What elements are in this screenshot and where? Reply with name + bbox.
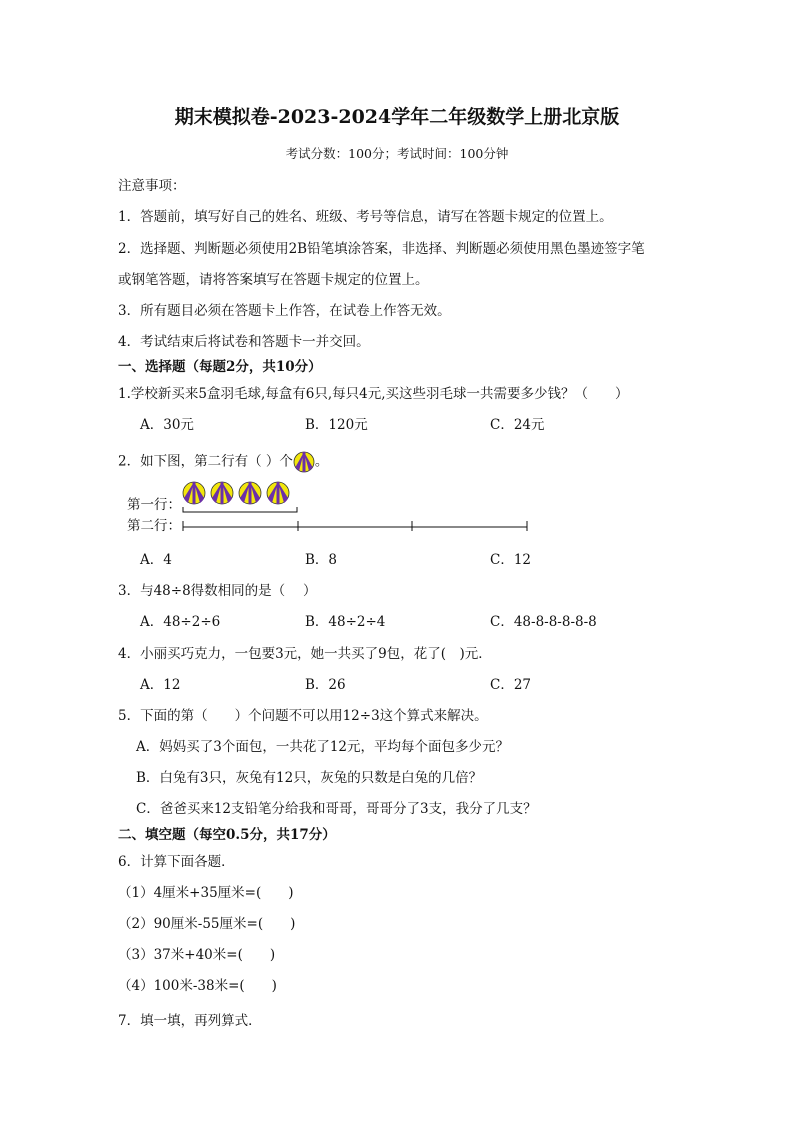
ball-icon <box>293 451 315 473</box>
option-c: C．27 <box>490 677 532 693</box>
page-title: 期末模拟卷-2023-2024学年二年级数学上册北京版 <box>174 106 620 128</box>
question-6-item: （2）90厘米-55厘米=( ) <box>118 916 296 932</box>
note-item: 或钢笔答题，请将答案填写在答题卡规定的位置上。 <box>118 272 429 288</box>
ball-icon <box>211 482 233 504</box>
section-heading-fill: 二、填空题（每空0.5分，共17分） <box>118 827 336 843</box>
exam-info: 考试分数：100分；考试时间：100分钟 <box>285 146 509 161</box>
question-6: 6．计算下面各题． <box>118 854 235 870</box>
question-3: 3．与48÷8得数相同的是（ ） <box>118 583 317 599</box>
option-b: B．8 <box>305 552 338 568</box>
note-item: 1．答题前，填写好自己的姓名、班级、考号等信息，请写在答题卡规定的位置上。 <box>118 209 613 225</box>
notes-heading: 注意事项： <box>118 178 186 194</box>
question-6-item: （3）37米+40米=( ) <box>118 947 276 963</box>
option-b: B．26 <box>305 677 346 693</box>
note-item: 2．选择题、判断题必须使用2B铅笔填涂答案，非选择、判断题必须使用黑色墨迹签字笔 <box>118 241 645 257</box>
option-a: A．12 <box>140 677 181 693</box>
question-4: 4．小丽买巧克力，一包要3元，她一共买了9包，花了( )元． <box>118 646 492 662</box>
row2-label: 第二行： <box>127 518 181 534</box>
row1-bracket <box>183 507 297 512</box>
note-item: 3．所有题目必须在答题卡上作答，在试卷上作答无效。 <box>118 303 451 319</box>
section-heading-choice: 一、选择题（每题2分，共10分） <box>118 359 322 375</box>
question-6-item: （4）100米-38米=( ) <box>118 978 277 994</box>
question-2-text: 2．如下图，第二行有（ ）个 <box>118 453 293 470</box>
option-b: B．48÷2÷4 <box>305 614 386 630</box>
ball-icon <box>239 482 261 504</box>
ball-icon <box>267 482 289 504</box>
question-5: 5．下面的第（ ）个问题不可以用12÷3这个算式来解决。 <box>118 708 488 724</box>
question-1: 1.学校新买来5盒羽毛球,每盒有6只,每只4元,买这些羽毛球一共需要多少钱？（ ） <box>118 386 629 402</box>
row1-balls <box>182 481 302 515</box>
row1-label: 第一行： <box>127 497 181 513</box>
option-b: B．白兔有3只，灰兔有12只，灰兔的只数是白兔的几倍？ <box>136 770 483 786</box>
ball-icon <box>183 482 205 504</box>
option-a: A．30元 <box>140 417 194 433</box>
option-a: A．妈妈买了3个面包，一共花了12元，平均每个面包多少元？ <box>136 739 510 755</box>
question-6-item: （1）4厘米+35厘米=( ) <box>118 885 294 901</box>
option-a: A．4 <box>140 552 172 568</box>
question-2-suffix: 。 <box>314 453 329 470</box>
option-a: A．48÷2÷6 <box>140 614 221 630</box>
question-7: 7．填一填，再列算式． <box>118 1013 262 1029</box>
option-c: C．12 <box>490 552 532 568</box>
question-2 <box>118 451 328 473</box>
row2-segments <box>182 519 532 533</box>
option-b: B．120元 <box>305 417 368 433</box>
note-item: 4．考试结束后将试卷和答题卡一并交回。 <box>118 334 370 350</box>
option-c: C．48-8-8-8-8-8 <box>490 614 597 630</box>
option-c: C．24元 <box>490 417 545 433</box>
option-c: C．爸爸买来12支铅笔分给我和哥哥，哥哥分了3支，我分了几支？ <box>136 801 537 817</box>
